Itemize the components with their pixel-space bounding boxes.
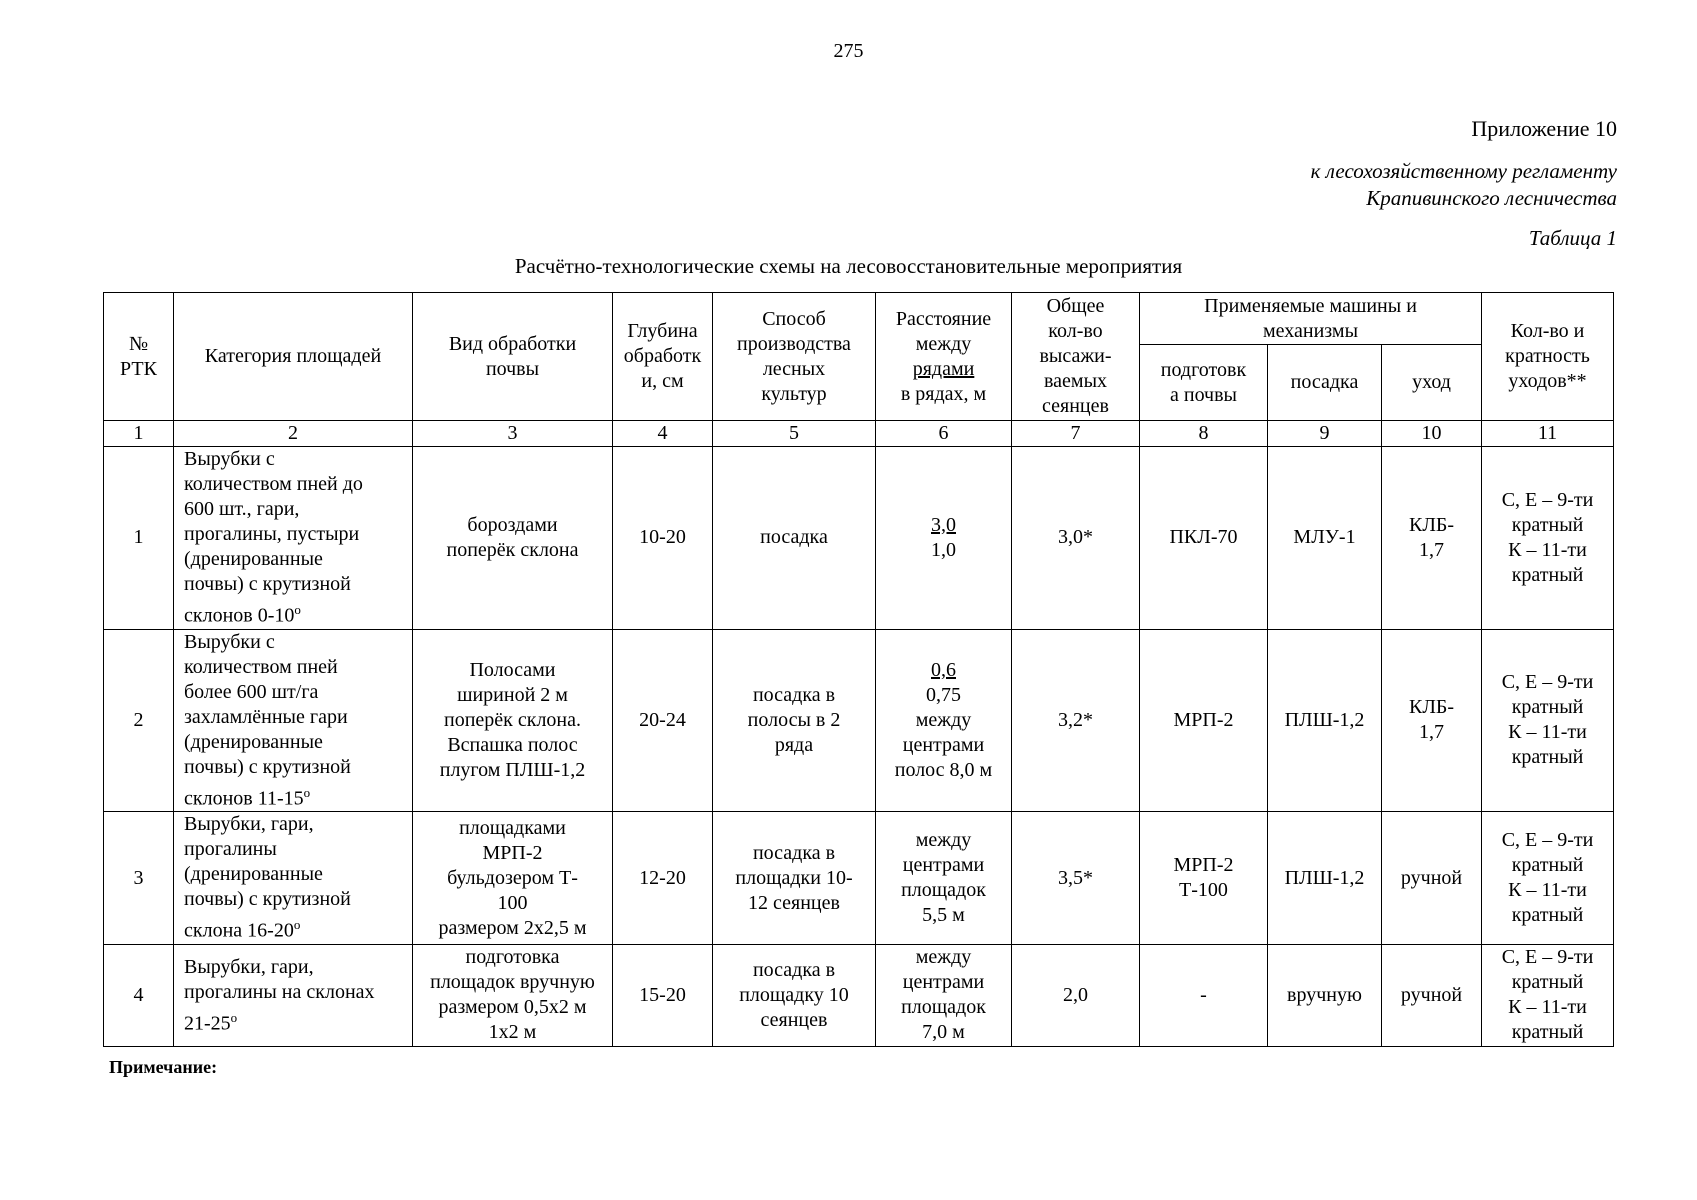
cell-line: Т-100 bbox=[1179, 879, 1228, 902]
cell-distance bbox=[876, 944, 1012, 1046]
cell-category bbox=[174, 944, 413, 1046]
cell-line: площадками bbox=[459, 816, 566, 839]
cell-category bbox=[174, 447, 413, 630]
cell-line: площадок bbox=[901, 879, 986, 902]
cell-line: 1,7 bbox=[1419, 538, 1445, 561]
cell-line: 7,0 м bbox=[922, 1021, 965, 1044]
cell-line: площадку 10 bbox=[739, 983, 849, 1006]
cell-total-seedlings: 2,0 bbox=[1012, 944, 1140, 1046]
cell-line: 100 bbox=[497, 891, 528, 914]
cell-line: (дренированные bbox=[184, 730, 323, 753]
cell-line: кратный bbox=[1511, 904, 1584, 927]
cell-line: склонов 11-15 bbox=[184, 787, 304, 810]
cell-line: центрами bbox=[902, 733, 985, 756]
cell-line: 12 сеянцев bbox=[748, 891, 840, 914]
cell-line: размером 2х2,5 м bbox=[438, 916, 587, 939]
cell-line: почвы) с крутизной bbox=[184, 755, 351, 778]
cell-line: кратный bbox=[1511, 854, 1584, 877]
cell-line: ПКЛ-70 bbox=[1169, 526, 1238, 549]
cell-line: подготовка bbox=[465, 946, 560, 969]
cell-depth: 10-20 bbox=[613, 447, 713, 630]
cell-line: 1х2 м bbox=[488, 1021, 537, 1044]
cell-line: С, Е – 9-ти bbox=[1501, 671, 1594, 694]
cell-care-frequency bbox=[1482, 944, 1614, 1046]
cell-line: 1,0 bbox=[931, 538, 956, 561]
appendix-subtitle bbox=[1311, 158, 1617, 212]
rtk-table bbox=[103, 292, 1614, 1047]
cell-distance bbox=[876, 812, 1012, 945]
column-number: 3 bbox=[413, 421, 613, 447]
cell-rtk-number: 1 bbox=[104, 447, 174, 630]
cell-line: количеством пней bbox=[184, 655, 338, 678]
degree-mark: о bbox=[293, 917, 301, 933]
cell-line: почвы) с крутизной bbox=[184, 573, 351, 595]
cell-line: кратный bbox=[1511, 746, 1584, 769]
table-row bbox=[104, 629, 1614, 812]
degree-mark: о bbox=[303, 784, 311, 800]
cell-soil-preparation bbox=[1140, 447, 1268, 630]
cell-line: ряда bbox=[774, 733, 814, 756]
cell-line: Вырубки с bbox=[184, 448, 275, 470]
cell-line: Вырубки, гари, bbox=[184, 813, 314, 836]
cell-method bbox=[713, 629, 876, 812]
cell-line: поперёк склона. bbox=[443, 708, 582, 731]
distance-between-rows: 0,6 bbox=[931, 658, 956, 681]
cell-category bbox=[174, 812, 413, 945]
cell-line: МРП-2 bbox=[1173, 708, 1234, 731]
cell-line: между bbox=[915, 708, 972, 731]
cell-line: бульдозером Т- bbox=[447, 866, 578, 889]
cell-line: посадка bbox=[760, 526, 828, 549]
subtitle-line: к лесохозяйственному регламенту bbox=[1310, 159, 1617, 183]
column-number: 2 bbox=[174, 421, 413, 447]
cell-line: - bbox=[1200, 983, 1207, 1006]
cell-line: почвы) с крутизной bbox=[184, 888, 351, 911]
cell-line: склонов 0-10 bbox=[184, 604, 295, 627]
cell-line: Полосами bbox=[469, 658, 556, 681]
cell-line: 1,7 bbox=[1419, 721, 1445, 744]
degree-mark: о bbox=[294, 602, 301, 617]
column-number: 7 bbox=[1012, 421, 1140, 447]
table-title: Расчётно-технологические схемы на лесовосстановительные мероприятия bbox=[514, 254, 1183, 278]
cell-total-seedlings: 3,5* bbox=[1012, 812, 1140, 945]
cell-method bbox=[713, 812, 876, 945]
cell-line: Вырубки с bbox=[184, 630, 275, 653]
column-number: 4 bbox=[613, 421, 713, 447]
cell-soil-preparation bbox=[1140, 944, 1268, 1046]
cell-line: Вырубки, гари, bbox=[184, 955, 314, 978]
cell-line: полосы в 2 bbox=[747, 708, 841, 731]
note-label: Примечание: bbox=[109, 1057, 218, 1077]
cell-line: прогалины на склонах bbox=[184, 980, 375, 1003]
cell-line: С, Е – 9-ти bbox=[1501, 946, 1594, 969]
cell-line: (дренированные bbox=[184, 863, 323, 886]
cell-line: кратный bbox=[1511, 696, 1584, 719]
cell-care-frequency bbox=[1482, 812, 1614, 945]
header-machines-group: Применяемые машины и механизмы bbox=[1140, 293, 1482, 345]
column-number: 6 bbox=[876, 421, 1012, 447]
cell-line: плугом ПЛШ-1,2 bbox=[439, 758, 586, 781]
cell-care bbox=[1382, 812, 1482, 945]
cell-line: С, Е – 9-ти bbox=[1501, 829, 1594, 852]
cell-soil-treatment bbox=[413, 629, 613, 812]
cell-line: полос 8,0 м bbox=[894, 758, 993, 781]
cell-line: МРП-2 bbox=[482, 841, 543, 864]
cell-line: шириной 2 м bbox=[457, 683, 568, 706]
header-total-seedlings: Общее кол-во высажи- ваемых сеянцев bbox=[1012, 293, 1140, 421]
distance-between-rows: 3,0 bbox=[931, 513, 956, 536]
cell-line: кратный bbox=[1511, 563, 1584, 586]
cell-line: кратный bbox=[1511, 971, 1584, 994]
header-soil-treatment: Вид обработки почвы bbox=[413, 293, 613, 421]
cell-line: КЛБ- bbox=[1408, 696, 1455, 719]
cell-soil-treatment bbox=[413, 944, 613, 1046]
header-planting: посадка bbox=[1268, 345, 1382, 421]
header-distance: Расстояние между рядами в рядах, м bbox=[876, 293, 1012, 421]
cell-planting: МЛУ-1 bbox=[1268, 447, 1382, 630]
cell-line: ручной bbox=[1400, 866, 1463, 889]
cell-line: К – 11-ти bbox=[1508, 996, 1587, 1019]
subtitle-line: Крапивинского лесничества bbox=[1366, 186, 1617, 210]
cell-line: сеянцев bbox=[760, 1008, 828, 1031]
cell-line: захламлённые гари bbox=[184, 705, 348, 728]
cell-line: между bbox=[915, 829, 972, 852]
cell-line: 600 шт., гари, bbox=[184, 498, 300, 520]
header-care: уход bbox=[1382, 345, 1482, 421]
cell-line: между bbox=[915, 946, 972, 969]
cell-rtk-number: 4 bbox=[104, 944, 174, 1046]
cell-total-seedlings: 3,0* bbox=[1012, 447, 1140, 630]
cell-line: площадок вручную bbox=[430, 971, 595, 994]
cell-distance bbox=[876, 447, 1012, 630]
cell-category bbox=[174, 629, 413, 812]
cell-line: бороздами bbox=[467, 513, 558, 536]
appendix-label: Приложение 10 bbox=[1471, 116, 1617, 141]
column-number: 11 bbox=[1482, 421, 1614, 447]
cell-rtk-number: 2 bbox=[104, 629, 174, 812]
column-number: 9 bbox=[1268, 421, 1382, 447]
cell-line: площадки 10- bbox=[735, 866, 853, 889]
cell-soil-preparation bbox=[1140, 629, 1268, 812]
cell-line: Вспашка полос bbox=[447, 733, 578, 756]
cell-depth: 15-20 bbox=[613, 944, 713, 1046]
cell-line: центрами bbox=[902, 854, 985, 877]
cell-line: размером 0,5х2 м bbox=[438, 996, 587, 1019]
page-number: 275 bbox=[833, 40, 864, 62]
cell-line: К – 11-ти bbox=[1508, 538, 1587, 561]
cell-line: склона 16-20 bbox=[184, 919, 294, 942]
cell-line: площадок bbox=[901, 996, 986, 1019]
cell-line: поперёк склона bbox=[446, 538, 579, 561]
cell-line: кратный bbox=[1511, 513, 1584, 536]
cell-rtk-number: 3 bbox=[104, 812, 174, 945]
cell-care-frequency bbox=[1482, 629, 1614, 812]
cell-line: посадка в bbox=[752, 683, 836, 706]
cell-line: К – 11-ти bbox=[1508, 721, 1587, 744]
cell-soil-treatment bbox=[413, 812, 613, 945]
table-label: Таблица 1 bbox=[1528, 226, 1617, 250]
header-method: Способ производства лесных культур bbox=[713, 293, 876, 421]
degree-mark: о bbox=[230, 1009, 238, 1025]
table-row bbox=[104, 944, 1614, 1046]
cell-depth: 20-24 bbox=[613, 629, 713, 812]
cell-line: кратный bbox=[1511, 1021, 1584, 1044]
cell-line: ручной bbox=[1400, 983, 1463, 1006]
table-body bbox=[104, 447, 1614, 1047]
cell-line: (дренированные bbox=[184, 548, 323, 570]
header-care-frequency: Кол-во и кратность уходов** bbox=[1482, 293, 1614, 421]
header-rtk-number: № РТК bbox=[104, 293, 174, 421]
cell-care-frequency bbox=[1482, 447, 1614, 630]
cell-line: прогалины bbox=[184, 838, 277, 861]
cell-planting: ПЛШ-1,2 bbox=[1268, 812, 1382, 945]
cell-total-seedlings: 3,2* bbox=[1012, 629, 1140, 812]
cell-distance bbox=[876, 629, 1012, 812]
cell-soil-preparation bbox=[1140, 812, 1268, 945]
column-number: 10 bbox=[1382, 421, 1482, 447]
cell-line: более 600 шт/га bbox=[184, 680, 319, 703]
cell-method bbox=[713, 944, 876, 1046]
header-soil-preparation: подготовк а почвы bbox=[1140, 345, 1268, 421]
cell-method bbox=[713, 447, 876, 630]
cell-care bbox=[1382, 447, 1482, 630]
cell-care bbox=[1382, 629, 1482, 812]
cell-planting: ПЛШ-1,2 bbox=[1268, 629, 1382, 812]
cell-line: 5,5 м bbox=[922, 904, 965, 927]
column-number: 5 bbox=[713, 421, 876, 447]
cell-line: С, Е – 9-ти bbox=[1501, 488, 1594, 511]
cell-soil-treatment bbox=[413, 447, 613, 630]
cell-line: прогалины, пустыри bbox=[184, 523, 360, 545]
cell-depth: 12-20 bbox=[613, 812, 713, 945]
header-depth: Глубина обработк и, см bbox=[613, 293, 713, 421]
cell-line: МРП-2 bbox=[1173, 854, 1234, 877]
cell-planting: вручную bbox=[1268, 944, 1382, 1046]
cell-care bbox=[1382, 944, 1482, 1046]
cell-line: количеством пней до bbox=[184, 473, 363, 495]
column-number: 1 bbox=[104, 421, 174, 447]
cell-line: 21-25 bbox=[184, 1012, 231, 1035]
table-row bbox=[104, 812, 1614, 945]
table-row bbox=[104, 447, 1614, 630]
cell-line: КЛБ- bbox=[1408, 513, 1455, 536]
header-category: Категория площадей bbox=[174, 293, 413, 421]
cell-line: центрами bbox=[902, 971, 985, 994]
cell-line: 0,75 bbox=[926, 683, 961, 706]
column-number: 8 bbox=[1140, 421, 1268, 447]
cell-line: посадка в bbox=[752, 841, 836, 864]
cell-line: посадка в bbox=[752, 958, 836, 981]
cell-line: К – 11-ти bbox=[1508, 879, 1587, 902]
